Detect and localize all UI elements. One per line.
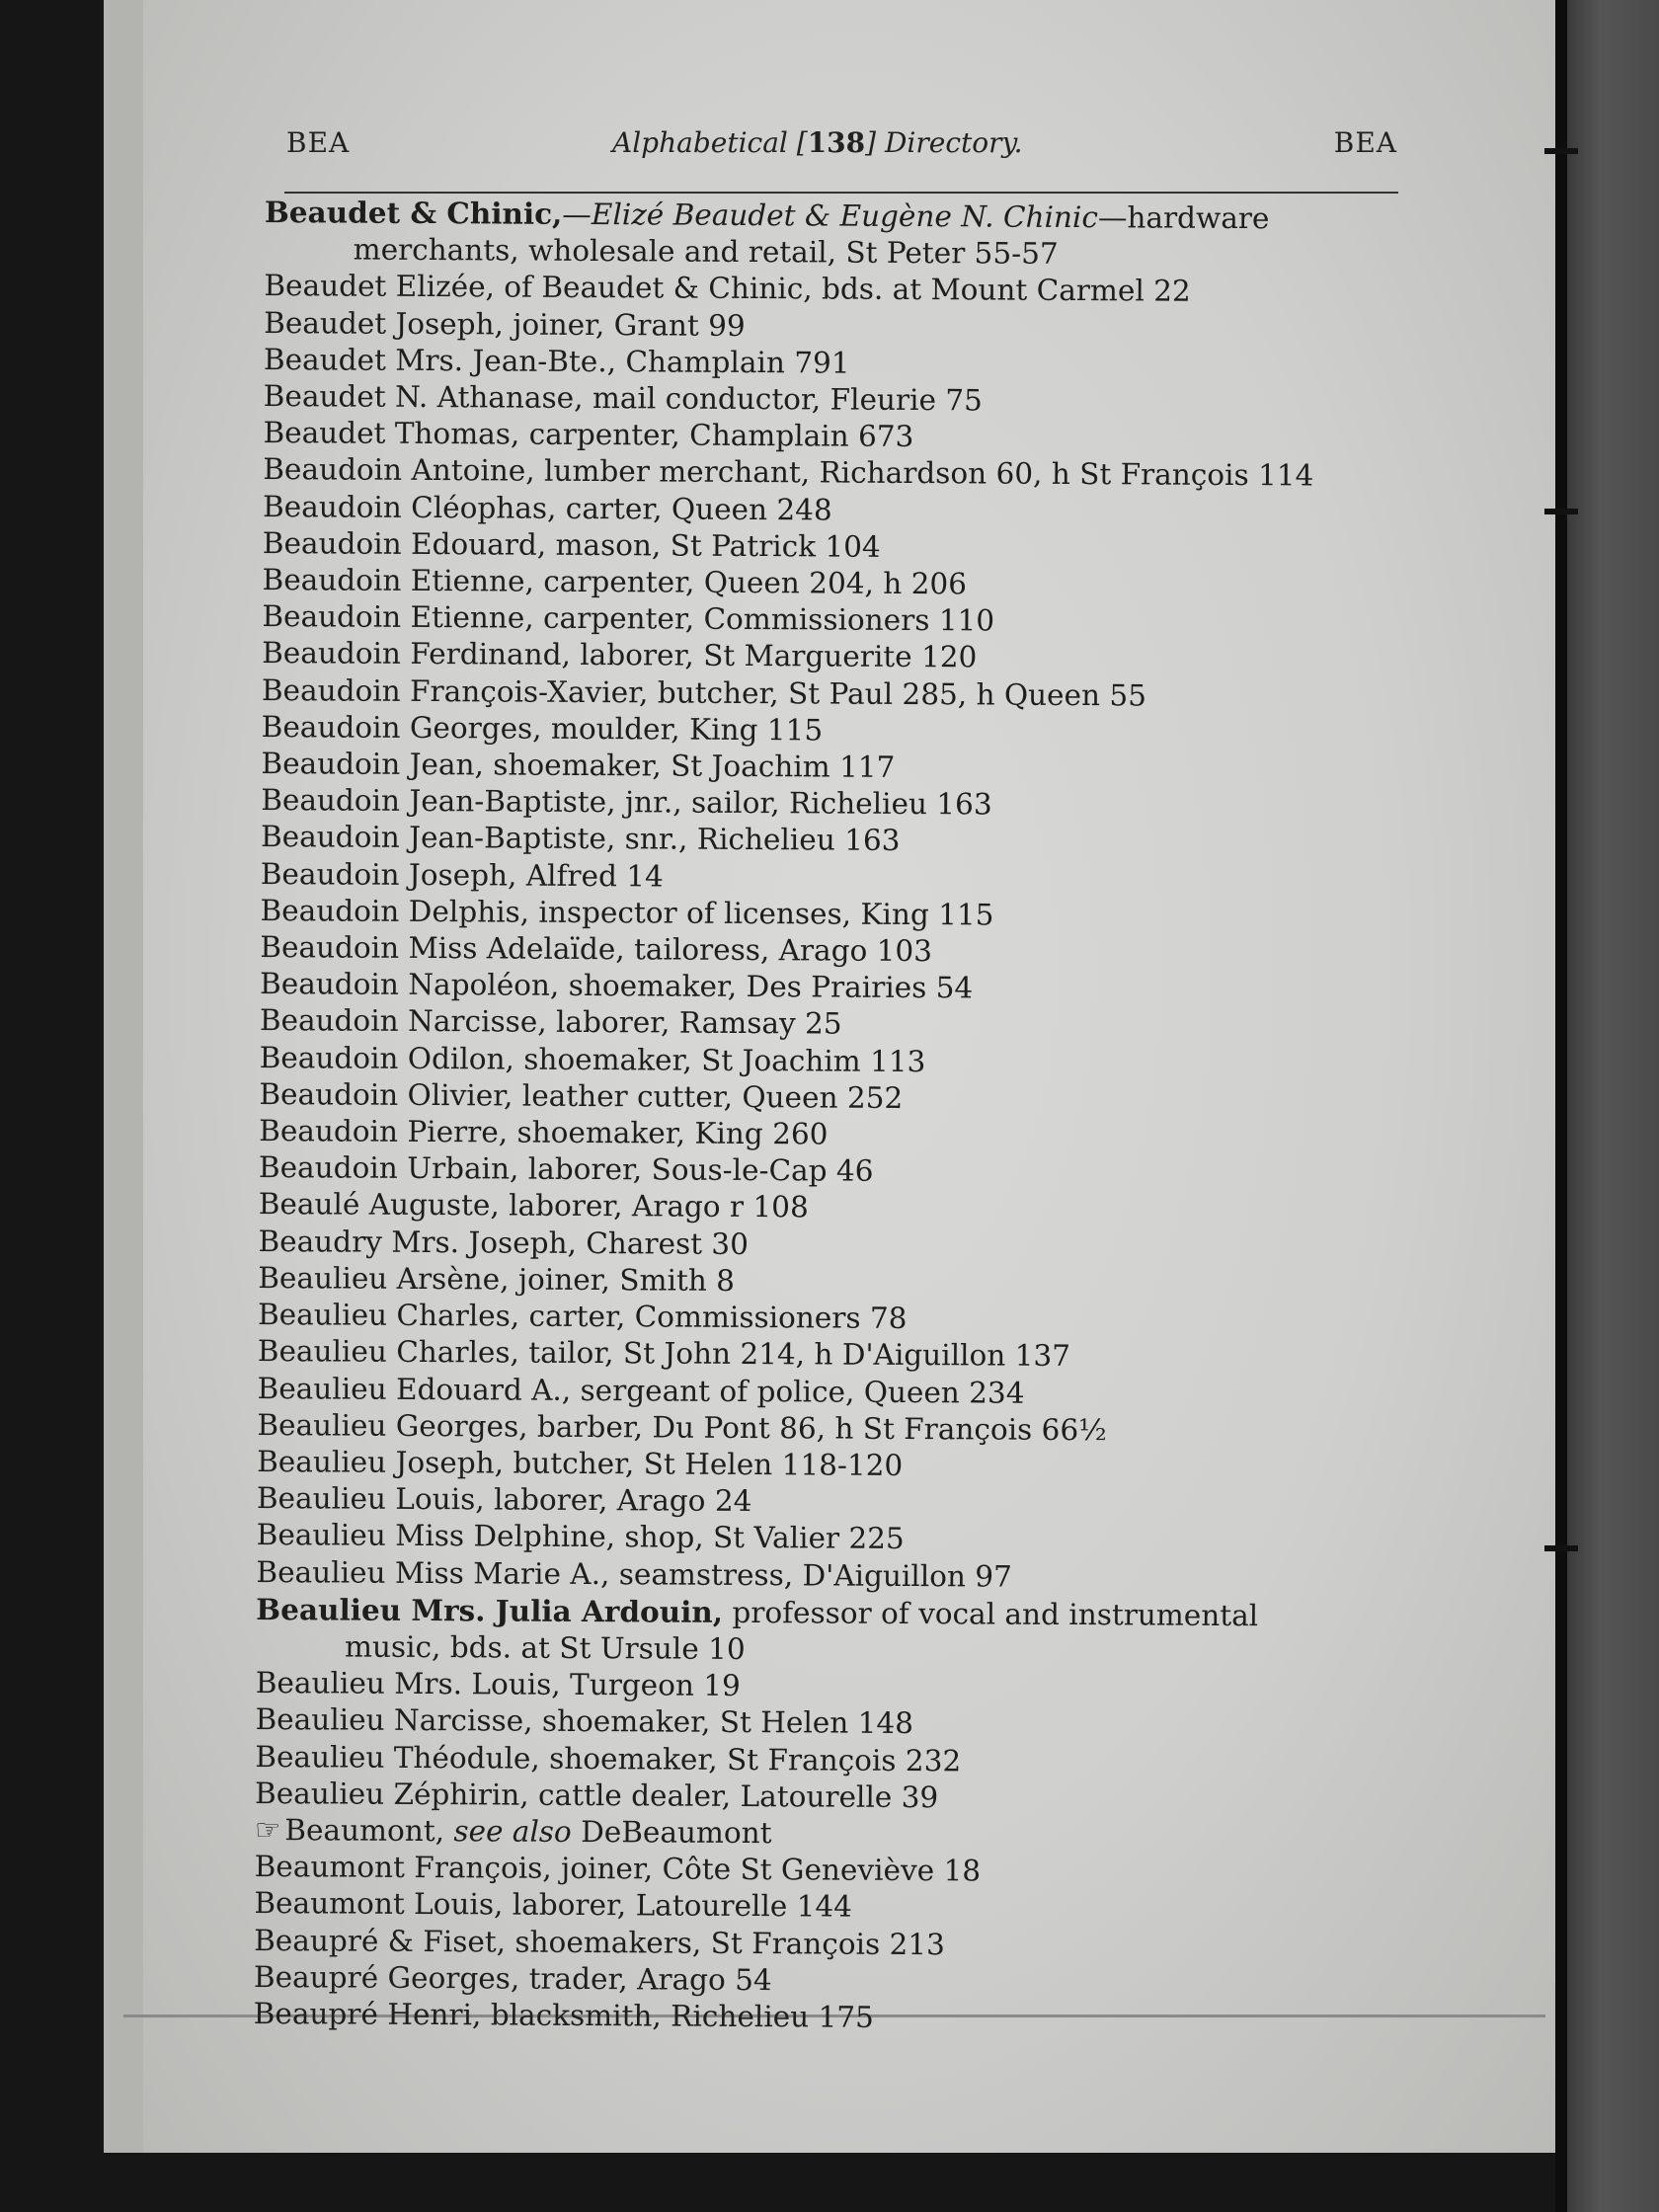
entry-line <box>254 1960 772 1997</box>
entry-line <box>258 1261 735 1298</box>
entry-line <box>262 673 1146 712</box>
entry-line <box>260 1003 842 1041</box>
entry-continuation: music, bds. at St Ursule 10 <box>344 1629 746 1666</box>
entry-line <box>259 1114 828 1151</box>
entry-text: Beaulieu Miss Marie A., seamstress, D'Aiguillon 97 <box>256 1554 1013 1594</box>
directory-entry <box>258 1333 1403 1377</box>
entry-line <box>258 1298 908 1335</box>
entry-text: Beaumont Louis, laborer, Latourelle 144 <box>254 1886 853 1925</box>
entry-line <box>260 1041 926 1078</box>
entry-line <box>257 1518 905 1555</box>
entry-line <box>264 269 1191 308</box>
header-title-prefix: Alphabetical [ <box>612 126 808 159</box>
entry-line <box>255 1813 772 1850</box>
entry-text: Beaumont, <box>284 1813 454 1849</box>
running-header <box>286 126 1397 174</box>
entry-text: Beaudet Joseph, joiner, Grant 99 <box>264 305 746 343</box>
pointing-hand-icon: ☞ <box>254 1812 281 1848</box>
entry-text: Beaudoin Jean-Baptiste, snr., Richelieu 163 <box>260 820 901 858</box>
entry-line <box>263 526 881 564</box>
entry-line <box>259 1077 903 1115</box>
page-number: 138 <box>807 126 866 159</box>
header-title <box>612 126 1023 159</box>
entry-text: Beaudet N. Athanase, mail conductor, Fleurie 75 <box>263 379 983 418</box>
entry-line <box>264 379 983 417</box>
entry-line <box>254 1997 874 2034</box>
entry-text: Beaulieu Théodule, shoemaker, St François 232 <box>255 1739 962 1778</box>
entry-text: Beaulieu Zéphirin, cattle dealer, Latourelle 39 <box>255 1776 939 1814</box>
entry-text: Beaudoin Ferdinand, laborer, St Marguerite 120 <box>262 636 978 674</box>
entry-line <box>257 1481 752 1518</box>
entry-text: Beaulieu Mrs. Louis, Turgeon 19 <box>255 1666 741 1703</box>
directory-entry <box>256 1591 1401 1672</box>
entry-text: Beaulieu Narcisse, shoemaker, St Helen 148 <box>255 1702 914 1741</box>
entry-text: Beaudoin Narcisse, laborer, Ramsay 25 <box>259 1003 842 1042</box>
entry-line <box>256 1666 741 1702</box>
header-rule <box>284 192 1398 194</box>
entry-text: Beaudoin Miss Adelaïde, tailoress, Arago 103 <box>260 930 933 969</box>
book-gutter <box>1555 0 1567 2212</box>
entry-continuation: merchants, wholesale and retail, St Peter 55-57 <box>353 232 1059 272</box>
entry-text: Beaupré Henri, blacksmith, Richelieu 175 <box>253 1996 874 2034</box>
header-guide-left: BEA <box>286 126 351 159</box>
entry-text: Beaudoin Olivier, leather cutter, Queen 252 <box>259 1076 904 1115</box>
entry-line <box>258 1334 1070 1373</box>
entry-text: Beaulieu Georges, barber, Du Pont 86, h St François 66½ <box>257 1407 1107 1447</box>
entry-text: Beaudoin Delphis, inspector of licenses, King 115 <box>260 893 994 932</box>
entry-line <box>260 894 993 932</box>
entry-text: Beaudoin Odilon, shoemaker, St Joachim 113 <box>259 1040 926 1078</box>
entry-line <box>261 747 895 784</box>
entry-text: Beaulieu Joseph, butcher, St Helen 118-120 <box>257 1444 904 1482</box>
entry-line <box>257 1445 903 1482</box>
entry-line <box>256 1554 1012 1593</box>
entry-text: Beaulieu Arsène, joiner, Smith 8 <box>258 1260 736 1298</box>
entry-text: Beaulieu Louis, laborer, Arago 24 <box>256 1481 752 1519</box>
entry-line <box>259 1150 874 1188</box>
entry-line <box>257 1408 1107 1447</box>
entry-text: Beaulé Auguste, laborer, Arago r 108 <box>258 1187 809 1224</box>
entry-line <box>255 1740 961 1778</box>
entry-text: Beaulieu Charles, carter, Commissioners 78 <box>257 1298 908 1336</box>
entry-text: Beaudet Thomas, carpenter, Champlain 673 <box>263 416 914 454</box>
entry-line <box>261 857 664 893</box>
directory-entry <box>254 1996 1399 2039</box>
entry-text: Beaudry Mrs. Joseph, Charest 30 <box>258 1224 750 1261</box>
entry-see-also: see also <box>453 1814 572 1849</box>
header-guide-right: BEA <box>1333 126 1397 159</box>
entry-text: Beaupré & Fiset, shoemakers, St François 213 <box>254 1923 945 1961</box>
binding-mark <box>1544 1545 1578 1551</box>
entry-line <box>262 710 824 747</box>
entry-text: —hardware <box>1097 200 1270 236</box>
binding-mark <box>1544 509 1578 514</box>
entry-text: Beaudoin Jean-Baptiste, jnr., sailor, Richelieu 163 <box>261 783 992 822</box>
entry-text: Beaudoin Pierre, shoemaker, King 260 <box>259 1114 829 1151</box>
entry-text: Beaudet Elizée, of Beaudet & Chinic, bds. at Mount Carmel 22 <box>264 269 1191 309</box>
entry-line <box>255 1702 913 1740</box>
entry-line <box>261 820 901 857</box>
entry-text: Beaudoin Edouard, mason, St Patrick 104 <box>262 525 881 564</box>
entry-text: professor of vocal and instrumental <box>722 1595 1259 1632</box>
directory-entry <box>254 1885 1399 1929</box>
entry-line <box>254 1886 852 1924</box>
entry-text: Beaudoin Joseph, Alfred 14 <box>260 856 664 894</box>
entry-line <box>260 930 932 968</box>
entry-line <box>263 452 1313 492</box>
entry-line <box>261 783 992 822</box>
binding-mark <box>1544 148 1578 154</box>
entry-line <box>264 306 746 343</box>
entry-line <box>263 416 913 453</box>
entry-line <box>263 490 832 527</box>
entry-line <box>254 1924 945 1961</box>
entry-line <box>259 1187 809 1224</box>
facing-page-edge <box>1567 0 1659 2212</box>
entry-text: Beaudoin Etienne, carpenter, Queen 204, h 206 <box>262 563 968 601</box>
entry-text: Beaulieu Miss Delphine, shop, St Valier 225 <box>256 1518 905 1556</box>
entry-text: Beaumont François, joiner, Côte St Geneviève 18 <box>254 1850 982 1888</box>
entry-line <box>256 1593 1258 1632</box>
directory-entry <box>257 1517 1402 1560</box>
header-title-suffix: ] Directory. <box>865 126 1023 159</box>
entry-partners-italic: —Elizé Beaudet & Eugène N. Chinic <box>562 197 1099 235</box>
entry-text: Beaudet Mrs. Jean-Bte., Champlain 791 <box>263 342 850 380</box>
directory-entries <box>254 194 1410 2039</box>
entry-text: Beaudoin Georges, moulder, King 115 <box>261 709 824 748</box>
entry-text: Beaudoin Napoléon, shoemaker, Des Prairies 54 <box>260 967 974 1005</box>
entry-text: Beaudoin Urbain, laborer, Sous-le-Cap 46 <box>258 1150 874 1189</box>
entry-line <box>265 196 1270 235</box>
entry-line <box>258 1224 749 1261</box>
entry-name-bold: Beaulieu Mrs. Julia Ardouin, <box>256 1591 724 1629</box>
entry-line <box>255 1777 938 1814</box>
entry-text: Beaupré Georges, trader, Arago 54 <box>253 1959 772 1997</box>
entry-text: Beaulieu Edouard A., sergeant of police, Queen 234 <box>257 1371 1025 1410</box>
entry-line <box>258 1371 1025 1409</box>
entry-text: Beaudoin François-Xavier, butcher, St Paul 285, h Queen 55 <box>261 672 1147 713</box>
entry-line <box>262 636 977 673</box>
entry-text: Beaudoin Antoine, lumber merchant, Richardson 60, h St François 114 <box>263 452 1314 493</box>
entry-line <box>255 1850 982 1887</box>
entry-line <box>263 563 968 600</box>
entry-text-tail: DeBeaumont <box>571 1814 772 1851</box>
entry-name-bold: Beaudet & Chinic, <box>264 194 563 231</box>
entry-text: Beaudoin Etienne, carpenter, Commissioners 110 <box>262 599 995 638</box>
entry-line <box>262 599 994 638</box>
directory-entry <box>265 194 1410 275</box>
entry-text: Beaudoin Jean, shoemaker, St Joachim 117 <box>261 747 896 784</box>
entry-text: Beaudoin Cléophas, carter, Queen 248 <box>262 489 832 527</box>
entry-text: Beaulieu Charles, tailor, St John 214, h D'Aiguillon 137 <box>257 1334 1071 1374</box>
entry-line <box>264 343 850 380</box>
directory-entry <box>255 1701 1400 1745</box>
entry-line <box>260 967 973 1004</box>
